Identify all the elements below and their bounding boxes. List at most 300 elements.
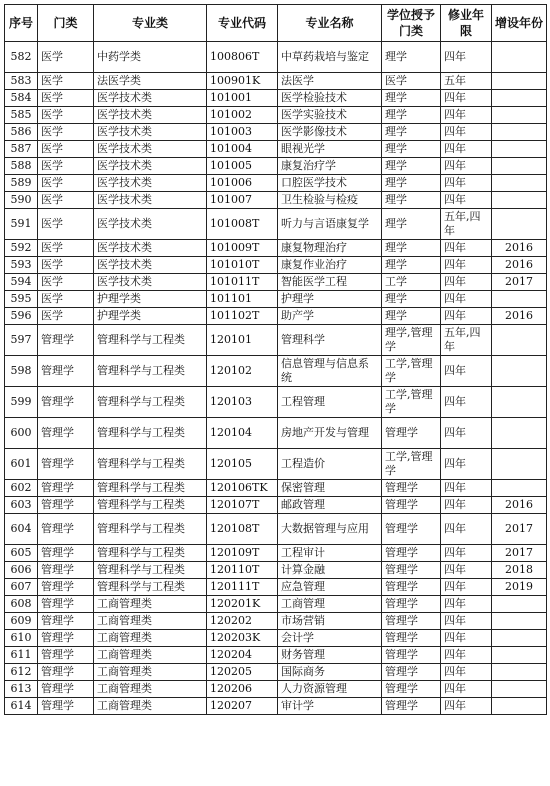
major-name-cell: 康复治疗学 [278,158,382,175]
year-added-cell [492,124,547,141]
study-years-cell: 四年 [441,579,492,596]
degree-category-cell: 管理学 [382,480,441,497]
major-class-cell: 工商管理类 [94,613,207,630]
major-code-cell: 120104 [207,418,278,449]
major-class-cell: 管理科学与工程类 [94,497,207,514]
serial-cell: 612 [5,664,38,681]
major-code-cell: 120108T [207,514,278,545]
serial-cell: 605 [5,545,38,562]
major-class-cell: 管理科学与工程类 [94,545,207,562]
study-years-cell: 四年 [441,514,492,545]
major-code-cell: 120205 [207,664,278,681]
major-code-cell: 120107T [207,497,278,514]
major-name-cell: 卫生检验与检疫 [278,192,382,209]
major-code-cell: 120207 [207,698,278,715]
major-catalog-table [4,4,547,715]
serial-cell: 595 [5,291,38,308]
major-name-cell: 房地产开发与管理 [278,418,382,449]
major-code-cell: 101001 [207,90,278,107]
table-row [5,124,547,141]
year-added-cell: 2018 [492,562,547,579]
degree-category-cell: 管理学 [382,497,441,514]
major-class-cell: 医学技术类 [94,90,207,107]
degree-category-cell: 理学 [382,175,441,192]
serial-cell: 583 [5,73,38,90]
table-row [5,308,547,325]
major-class-cell: 工商管理类 [94,681,207,698]
year-added-cell: 2016 [492,497,547,514]
table-row [5,514,547,545]
major-class-cell: 中药学类 [94,42,207,73]
category-cell: 管理学 [38,681,94,698]
major-name-cell: 工程造价 [278,449,382,480]
major-class-cell: 管理科学与工程类 [94,514,207,545]
category-cell: 医学 [38,291,94,308]
major-code-cell: 101010T [207,257,278,274]
major-code-cell: 101102T [207,308,278,325]
year-added-cell [492,141,547,158]
study-years-cell: 四年 [441,192,492,209]
category-cell: 医学 [38,158,94,175]
major-name-cell: 信息管理与信息系统 [278,356,382,387]
year-added-cell [492,325,547,356]
study-years-cell: 四年 [441,497,492,514]
degree-category-cell: 管理学 [382,545,441,562]
study-years-cell: 四年 [441,562,492,579]
major-class-cell: 医学技术类 [94,124,207,141]
major-name-cell: 国际商务 [278,664,382,681]
major-code-cell: 100806T [207,42,278,73]
major-class-cell: 管理科学与工程类 [94,325,207,356]
year-added-cell: 2019 [492,579,547,596]
major-code-cell: 101005 [207,158,278,175]
major-name-cell: 康复物理治疗 [278,240,382,257]
serial-cell: 592 [5,240,38,257]
degree-category-cell: 理学 [382,291,441,308]
study-years-cell: 四年 [441,175,492,192]
serial-cell: 607 [5,579,38,596]
category-cell: 管理学 [38,480,94,497]
degree-category-cell: 管理学 [382,630,441,647]
year-added-cell [492,664,547,681]
major-class-cell: 管理科学与工程类 [94,418,207,449]
degree-category-cell: 理学 [382,209,441,240]
table-row [5,158,547,175]
table-row [5,497,547,514]
serial-cell: 606 [5,562,38,579]
degree-category-cell: 理学 [382,192,441,209]
category-cell: 管理学 [38,562,94,579]
study-years-cell: 四年 [441,107,492,124]
degree-category-cell: 理学 [382,308,441,325]
major-class-cell: 医学技术类 [94,175,207,192]
major-name-cell: 大数据管理与应用 [278,514,382,545]
table-row [5,562,547,579]
serial-cell: 594 [5,274,38,291]
serial-cell: 599 [5,387,38,418]
degree-category-cell: 管理学 [382,647,441,664]
major-class-cell: 医学技术类 [94,274,207,291]
major-name-cell: 医学实验技术 [278,107,382,124]
year-added-cell [492,192,547,209]
serial-cell: 587 [5,141,38,158]
header-category: 门类 [38,5,94,42]
degree-category-cell: 理学 [382,124,441,141]
serial-cell: 611 [5,647,38,664]
major-name-cell: 邮政管理 [278,497,382,514]
major-name-cell: 眼视光学 [278,141,382,158]
degree-category-cell: 理学 [382,158,441,175]
degree-category-cell: 医学 [382,73,441,90]
study-years-cell: 四年 [441,596,492,613]
table-row [5,175,547,192]
serial-cell: 589 [5,175,38,192]
table-row [5,545,547,562]
study-years-cell: 四年 [441,42,492,73]
table-row [5,192,547,209]
year-added-cell [492,73,547,90]
study-years-cell: 四年 [441,613,492,630]
table-row [5,107,547,124]
header-year-added: 增设年份 [492,5,547,42]
major-class-cell: 工商管理类 [94,647,207,664]
major-name-cell: 会计学 [278,630,382,647]
degree-category-cell: 管理学 [382,613,441,630]
category-cell: 医学 [38,209,94,240]
major-class-cell: 工商管理类 [94,630,207,647]
serial-cell: 603 [5,497,38,514]
table-row [5,647,547,664]
study-years-cell: 四年 [441,356,492,387]
year-added-cell: 2017 [492,274,547,291]
degree-category-cell: 理学 [382,240,441,257]
table-row [5,596,547,613]
major-class-cell: 工商管理类 [94,698,207,715]
major-name-cell: 工程审计 [278,545,382,562]
table-row [5,387,547,418]
degree-category-cell: 管理学 [382,562,441,579]
category-cell: 管理学 [38,596,94,613]
header-major-code: 专业代码 [207,5,278,42]
category-cell: 医学 [38,274,94,291]
degree-category-cell: 理学,管理学 [382,325,441,356]
category-cell: 管理学 [38,325,94,356]
category-cell: 医学 [38,42,94,73]
major-name-cell: 应急管理 [278,579,382,596]
serial-cell: 585 [5,107,38,124]
major-class-cell: 医学技术类 [94,209,207,240]
serial-cell: 598 [5,356,38,387]
serial-cell: 584 [5,90,38,107]
header-major-name: 专业名称 [278,5,382,42]
study-years-cell: 四年 [441,274,492,291]
year-added-cell [492,698,547,715]
study-years-cell: 四年 [441,418,492,449]
year-added-cell [492,107,547,124]
major-code-cell: 120110T [207,562,278,579]
study-years-cell: 四年 [441,545,492,562]
major-code-cell: 120206 [207,681,278,698]
degree-category-cell: 管理学 [382,698,441,715]
study-years-cell: 四年 [441,480,492,497]
year-added-cell [492,418,547,449]
serial-cell: 582 [5,42,38,73]
study-years-cell: 五年,四年 [441,325,492,356]
major-code-cell: 120203K [207,630,278,647]
table-body [5,42,547,715]
major-class-cell: 医学技术类 [94,257,207,274]
serial-cell: 609 [5,613,38,630]
year-added-cell [492,596,547,613]
degree-category-cell: 管理学 [382,596,441,613]
table-row [5,579,547,596]
degree-category-cell: 工学,管理学 [382,387,441,418]
table-row [5,418,547,449]
major-class-cell: 管理科学与工程类 [94,579,207,596]
serial-cell: 604 [5,514,38,545]
major-code-cell: 101101 [207,291,278,308]
major-name-cell: 工程管理 [278,387,382,418]
year-added-cell [492,291,547,308]
degree-category-cell: 理学 [382,90,441,107]
year-added-cell [492,613,547,630]
category-cell: 管理学 [38,613,94,630]
major-code-cell: 120201K [207,596,278,613]
major-name-cell: 智能医学工程 [278,274,382,291]
major-name-cell: 市场营销 [278,613,382,630]
serial-cell: 586 [5,124,38,141]
degree-category-cell: 理学 [382,42,441,73]
category-cell: 管理学 [38,664,94,681]
year-added-cell [492,158,547,175]
category-cell: 医学 [38,257,94,274]
major-class-cell: 管理科学与工程类 [94,449,207,480]
category-cell: 管理学 [38,418,94,449]
header-study-years: 修业年限 [441,5,492,42]
table-row [5,681,547,698]
table-row [5,291,547,308]
category-cell: 医学 [38,73,94,90]
year-added-cell [492,90,547,107]
study-years-cell: 四年 [441,647,492,664]
table-row [5,698,547,715]
major-name-cell: 法医学 [278,73,382,90]
category-cell: 医学 [38,124,94,141]
major-code-cell: 101011T [207,274,278,291]
degree-category-cell: 理学 [382,257,441,274]
major-name-cell: 人力资源管理 [278,681,382,698]
table-row [5,209,547,240]
degree-category-cell: 工学,管理学 [382,449,441,480]
study-years-cell: 四年 [441,141,492,158]
major-code-cell: 120102 [207,356,278,387]
category-cell: 管理学 [38,698,94,715]
major-name-cell: 中草药栽培与鉴定 [278,42,382,73]
major-name-cell: 康复作业治疗 [278,257,382,274]
study-years-cell: 四年 [441,630,492,647]
major-catalog-sheet [4,4,546,715]
degree-category-cell: 理学 [382,141,441,158]
year-added-cell: 2017 [492,514,547,545]
serial-cell: 608 [5,596,38,613]
category-cell: 管理学 [38,545,94,562]
table-header-row [5,5,547,42]
table-row [5,42,547,73]
major-name-cell: 计算金融 [278,562,382,579]
major-class-cell: 护理学类 [94,291,207,308]
major-code-cell: 101004 [207,141,278,158]
category-cell: 管理学 [38,647,94,664]
table-row [5,356,547,387]
table-row [5,90,547,107]
header-major-class: 专业类 [94,5,207,42]
study-years-cell: 五年 [441,73,492,90]
category-cell: 管理学 [38,579,94,596]
serial-cell: 613 [5,681,38,698]
major-code-cell: 120109T [207,545,278,562]
year-added-cell [492,449,547,480]
degree-category-cell: 管理学 [382,418,441,449]
category-cell: 管理学 [38,387,94,418]
major-code-cell: 120111T [207,579,278,596]
serial-cell: 591 [5,209,38,240]
table-row [5,73,547,90]
category-cell: 医学 [38,240,94,257]
study-years-cell: 四年 [441,124,492,141]
degree-category-cell: 管理学 [382,664,441,681]
major-code-cell: 120106TK [207,480,278,497]
major-name-cell: 工商管理 [278,596,382,613]
year-added-cell: 2016 [492,240,547,257]
study-years-cell: 四年 [441,90,492,107]
category-cell: 管理学 [38,514,94,545]
table-row [5,480,547,497]
year-added-cell: 2017 [492,545,547,562]
table-row [5,630,547,647]
study-years-cell: 四年 [441,698,492,715]
major-class-cell: 工商管理类 [94,664,207,681]
major-name-cell: 听力与言语康复学 [278,209,382,240]
table-row [5,325,547,356]
major-name-cell: 财务管理 [278,647,382,664]
major-class-cell: 医学技术类 [94,192,207,209]
table-row [5,664,547,681]
major-class-cell: 医学技术类 [94,107,207,124]
study-years-cell: 四年 [441,257,492,274]
year-added-cell [492,42,547,73]
major-code-cell: 101006 [207,175,278,192]
major-class-cell: 医学技术类 [94,158,207,175]
study-years-cell: 五年,四年 [441,209,492,240]
category-cell: 管理学 [38,497,94,514]
study-years-cell: 四年 [441,449,492,480]
major-code-cell: 101002 [207,107,278,124]
major-name-cell: 医学影像技术 [278,124,382,141]
major-class-cell: 医学技术类 [94,240,207,257]
year-added-cell [492,681,547,698]
major-class-cell: 管理科学与工程类 [94,356,207,387]
major-name-cell: 管理科学 [278,325,382,356]
year-added-cell [492,480,547,497]
major-code-cell: 101009T [207,240,278,257]
major-class-cell: 管理科学与工程类 [94,562,207,579]
serial-cell: 597 [5,325,38,356]
category-cell: 医学 [38,107,94,124]
category-cell: 医学 [38,141,94,158]
study-years-cell: 四年 [441,158,492,175]
major-name-cell: 保密管理 [278,480,382,497]
table-row [5,257,547,274]
serial-cell: 588 [5,158,38,175]
category-cell: 管理学 [38,630,94,647]
study-years-cell: 四年 [441,240,492,257]
serial-cell: 590 [5,192,38,209]
major-code-cell: 120204 [207,647,278,664]
major-class-cell: 管理科学与工程类 [94,387,207,418]
major-class-cell: 护理学类 [94,308,207,325]
major-code-cell: 120105 [207,449,278,480]
table-row [5,141,547,158]
year-added-cell [492,209,547,240]
major-name-cell: 助产学 [278,308,382,325]
degree-category-cell: 理学 [382,107,441,124]
major-code-cell: 120101 [207,325,278,356]
major-class-cell: 法医学类 [94,73,207,90]
major-name-cell: 医学检验技术 [278,90,382,107]
degree-category-cell: 管理学 [382,514,441,545]
table-row [5,274,547,291]
major-code-cell: 101007 [207,192,278,209]
degree-category-cell: 管理学 [382,579,441,596]
study-years-cell: 四年 [441,681,492,698]
serial-cell: 610 [5,630,38,647]
category-cell: 医学 [38,175,94,192]
serial-cell: 593 [5,257,38,274]
degree-category-cell: 工学,管理学 [382,356,441,387]
year-added-cell: 2016 [492,308,547,325]
serial-cell: 614 [5,698,38,715]
category-cell: 管理学 [38,356,94,387]
category-cell: 医学 [38,192,94,209]
major-code-cell: 120202 [207,613,278,630]
major-class-cell: 管理科学与工程类 [94,480,207,497]
category-cell: 管理学 [38,449,94,480]
year-added-cell [492,175,547,192]
category-cell: 医学 [38,308,94,325]
study-years-cell: 四年 [441,387,492,418]
major-code-cell: 101003 [207,124,278,141]
header-serial: 序号 [5,5,38,42]
study-years-cell: 四年 [441,308,492,325]
major-code-cell: 101008T [207,209,278,240]
major-class-cell: 医学技术类 [94,141,207,158]
study-years-cell: 四年 [441,664,492,681]
major-code-cell: 100901K [207,73,278,90]
study-years-cell: 四年 [441,291,492,308]
year-added-cell [492,356,547,387]
major-class-cell: 工商管理类 [94,596,207,613]
major-code-cell: 120103 [207,387,278,418]
year-added-cell [492,630,547,647]
major-name-cell: 护理学 [278,291,382,308]
table-row [5,449,547,480]
serial-cell: 596 [5,308,38,325]
major-name-cell: 口腔医学技术 [278,175,382,192]
header-degree-category: 学位授予门类 [382,5,441,42]
table-row [5,613,547,630]
year-added-cell [492,387,547,418]
degree-category-cell: 工学 [382,274,441,291]
